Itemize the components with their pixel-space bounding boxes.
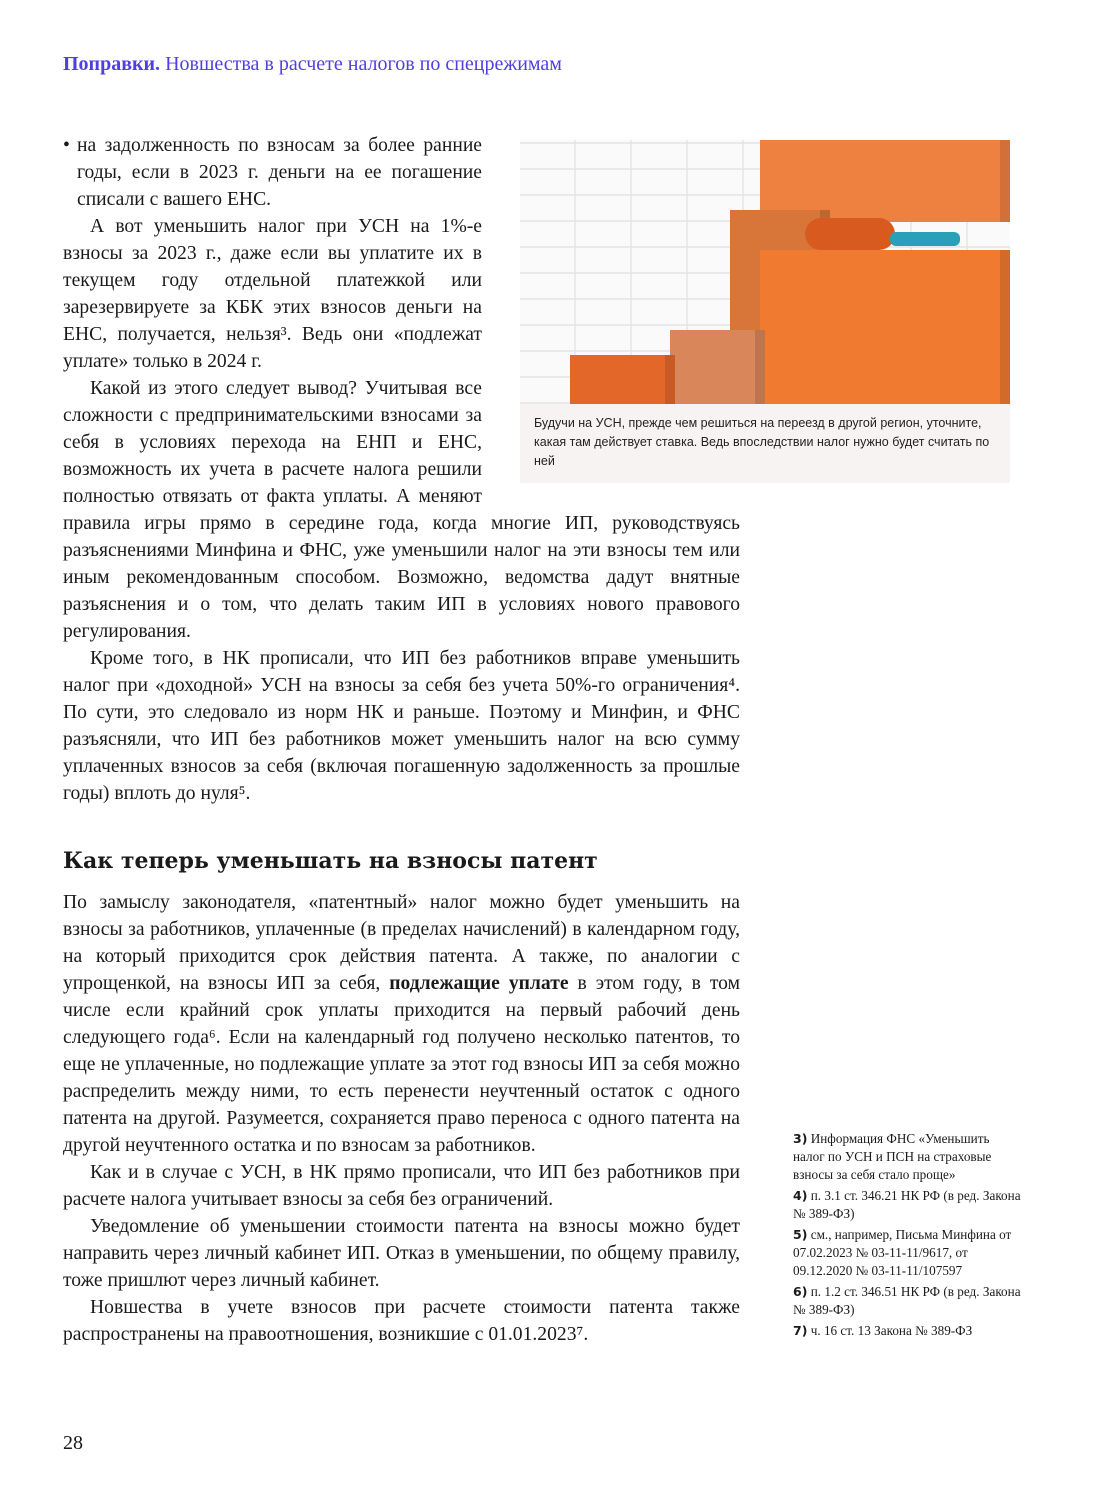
paragraph: • на задолженность по взносам за более ранние годы, если в 2023 г. деньги на ее погашение списали с вашего ЕНС. [63,132,740,213]
footnote: 4) п. 3.1 ст. 346.21 НК РФ (в ред. Закона № 389-ФЗ) [793,1188,1021,1221]
paragraph: Новшества в учете взносов при расчете стоимости патента также распространены на правоотношения, возникшие с 01.01.2023⁷. [63,1297,740,1345]
section-title: Новшества в расчете налогов по спецрежимам [165,53,562,75]
paragraph: А вот уменьшить налог при УСН на 1%-е взносы за 2023 г., даже если вы уплатите их в текущем году отдельной платежкой или зарезервируете за КБК этих взносов деньги на ЕНС, получается, нельзя³. Ведь они «подлежат уплате» только в 2024 г. [63,216,482,372]
paragraph: Как и в случае с УСН, в НК прямо прописали, что ИП без работников при расчете налога учитывает взносы за себя без ограничений. [63,1162,740,1210]
emphasis: подлежащие уплате [389,973,569,994]
footnote: 5) см., например, Письма Минфина от 07.02.2023 № 03-11-11/9617, от 09.12.2020 № 03-11-11/107597 [793,1227,1012,1278]
page-number: 28 [63,1432,83,1454]
footnote: 6) п. 1.2 ст. 346.51 НК РФ (в ред. Закона № 389-ФЗ) [793,1284,1021,1317]
footnotes [793,1130,1023,1343]
section-label: Поправки. [63,53,161,75]
paragraph: Какой из этого следует вывод? Учитывая все сложности с предпринимательскими взносами за себя в условиях перехода на ЕНП и ЕНС, возможность их учета в расчете налога решили полностью отвязать от факта уплаты. А меняют правила игры прямо в середине года, когда многие ИП, руководствуясь разъяснениями Минфина и ФНС, уже уменьшили налог на эти взносы тем или иным рекомендованным способом. Возможно, ведомства дадут внятные разъяснения и о том, что делать таким ИП в условиях нового правового регулирования. [63,378,740,642]
figure-caption: Будучи на УСН, прежде чем решиться на переезд в другой регион, уточните, какая там действует ставка. Ведь впоследствии налог нужно будет считать по ней [534,416,990,468]
paragraph: Кроме того, в НК прописали, что ИП без работников вправе уменьшить налог при «доходной» УСН на взносы за себя без учета 50%-го ограничения⁴. По сути, это следовало из норм НК и раньше. Поэтому и Минфин, и ФНС разъясняли, что ИП без работников может уменьшить налог на всю сумму уплаченных взносов за себя (включая погашенную задолженность за прошлые годы) вплоть до нуля⁵. [63,648,740,804]
footnote: 3) Информация ФНС «Уменьшить налог по УСН и ПСН на страховые взносы за себя стало проще» [793,1131,992,1182]
running-header [63,53,562,76]
footnote: 7) ч. 16 ст. 13 Закона № 389-ФЗ [793,1323,973,1338]
paragraph: По замыслу законодателя, «патентный» налог можно будет уменьшить на взносы за работников, уплаченные (в пределах начислений) в календарном году, на который приходится срок действия патента. А также, по аналогии с упрощенкой, на взносы ИП за себя, подлежащие уплате в этом году, в том числе если крайний срок уплаты приходится на первый рабочий день следующего года⁶. Если на календарный год получено несколько патентов, то еще не уплаченные, но подлежащие уплате за этот год взносы ИП за себя можно распределить между ними, то есть перенести неучтенный остаток с одного патента на другой. Разумеется, сохраняется право переноса с одного патента на другой неучтенного остатка и по взносам за работников. [63,892,740,1156]
section-heading: Как теперь уменьшать на взносы патент [63,848,598,874]
paragraph: Уведомление об уменьшении стоимости патента на взносы можно будет направить через личный кабинет ИП. Отказ в уменьшении, по общему правилу, тоже пришлют через личный кабинет. [63,1216,740,1291]
